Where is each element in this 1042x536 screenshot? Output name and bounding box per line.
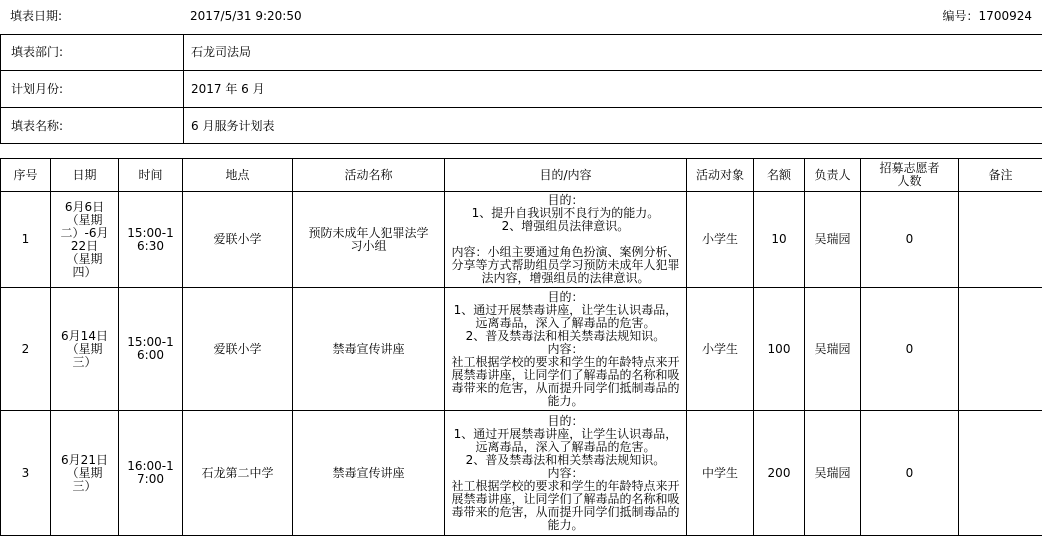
cell-volunteers: 0 — [861, 411, 959, 536]
cell-place: 爱联小学 — [183, 288, 293, 411]
plan-month-row — [0, 71, 1042, 108]
cell-content-text: 目的： 1、通过开展禁毒讲座，让学生认识毒品，远离毒品，深入了解毒品的危害。 2、普及禁毒法和相关禁毒法规知识。 内容： 社工根据学校的要求和学生的年龄特点来开展禁毒讲座，让同学们了解毒品的名称和吸毒带来的危害，从而提升同学们抵制毒品的能力。 — [451, 289, 680, 408]
cell-remark — [959, 192, 1042, 288]
col-header-volunteers: 招募志愿者人数 — [861, 159, 959, 192]
department-row — [0, 34, 1042, 71]
cell-date: 6月14日（星期三） — [51, 288, 119, 411]
cell-date: 6月6日（星期二）-6月22日（星期四） — [51, 192, 119, 288]
fill-date-label: 填表日期: — [10, 9, 63, 23]
cell-time: 15:00-16:00 — [119, 288, 183, 411]
table-row — [1, 411, 1042, 536]
col-header-activity-name: 活动名称 — [293, 159, 445, 192]
cell-content-text: 目的： 1、提升自我识别不良行为的能力。 2、增强组员法律意识。 内容：小组主要通过角色扮演、案例分析、分享等方式帮助组员学习预防未成年人犯罪法内容，增强组员的法律意识。 — [451, 193, 680, 285]
cell-time: 16:00-17:00 — [119, 411, 183, 536]
cell-content — [445, 288, 687, 411]
cell-quota: 10 — [754, 192, 805, 288]
cell-leader: 吴瑞园 — [805, 411, 861, 536]
cell-target: 小学生 — [687, 192, 754, 288]
cell-activity-name: 预防未成年人犯罪法学习小组 — [293, 192, 445, 288]
cell-remark — [959, 411, 1042, 536]
form-name-row — [0, 108, 1042, 144]
col-header-leader: 负责人 — [805, 159, 861, 192]
col-header-place: 地点 — [183, 159, 293, 192]
cell-activity-name: 禁毒宣传讲座 — [293, 288, 445, 411]
col-header-no: 序号 — [1, 159, 51, 192]
cell-target: 小学生 — [687, 288, 754, 411]
cell-volunteers: 0 — [861, 192, 959, 288]
col-header-time: 时间 — [119, 159, 183, 192]
form-name-label: 填表名称: — [11, 119, 64, 133]
cell-leader: 吴瑞园 — [805, 288, 861, 411]
cell-no: 3 — [1, 411, 51, 536]
cell-target: 中学生 — [687, 411, 754, 536]
cell-leader: 吴瑞园 — [805, 192, 861, 288]
cell-remark — [959, 288, 1042, 411]
serial-number — [943, 8, 1032, 24]
cell-date: 6月21日（星期三） — [51, 411, 119, 536]
col-header-target: 活动对象 — [687, 159, 754, 192]
plan-month-label: 计划月份: — [11, 82, 64, 96]
serial-value: 1700924 — [978, 9, 1032, 23]
plan-month-value: 2017 年 6 月 — [191, 82, 265, 96]
fill-date-row — [0, 0, 1042, 35]
form-name-value: 6 月服务计划表 — [191, 119, 275, 133]
cell-content — [445, 192, 687, 288]
col-header-content: 目的/内容 — [445, 159, 687, 192]
table-row — [1, 288, 1042, 411]
table-header-row — [1, 159, 1042, 192]
cell-place: 石龙第二中学 — [183, 411, 293, 536]
cell-no: 1 — [1, 192, 51, 288]
cell-quota: 100 — [754, 288, 805, 411]
service-plan-table — [0, 158, 1042, 536]
col-header-date: 日期 — [51, 159, 119, 192]
cell-activity-name: 禁毒宣传讲座 — [293, 411, 445, 536]
cell-quota: 200 — [754, 411, 805, 536]
cell-time: 15:00-16:30 — [119, 192, 183, 288]
col-header-remark: 备注 — [959, 159, 1042, 192]
col-header-quota: 名额 — [754, 159, 805, 192]
cell-content-text: 目的： 1、通过开展禁毒讲座，让学生认识毒品，远离毒品，深入了解毒品的危害。 2、普及禁毒法和相关禁毒法规知识。 内容： 社工根据学校的要求和学生的年龄特点来开展禁毒讲座，让同学们了解毒品的名称和吸毒带来的危害，从而提升同学们抵制毒品的能力。 — [451, 413, 680, 532]
fill-date-value: 2017/5/31 9:20:50 — [190, 9, 302, 23]
serial-label: 编号： — [942, 9, 979, 23]
cell-content — [445, 411, 687, 536]
cell-no: 2 — [1, 288, 51, 411]
department-value: 石龙司法局 — [191, 45, 252, 59]
table-row — [1, 192, 1042, 288]
cell-volunteers: 0 — [861, 288, 959, 411]
cell-place: 爱联小学 — [183, 192, 293, 288]
department-label: 填表部门: — [11, 45, 64, 59]
